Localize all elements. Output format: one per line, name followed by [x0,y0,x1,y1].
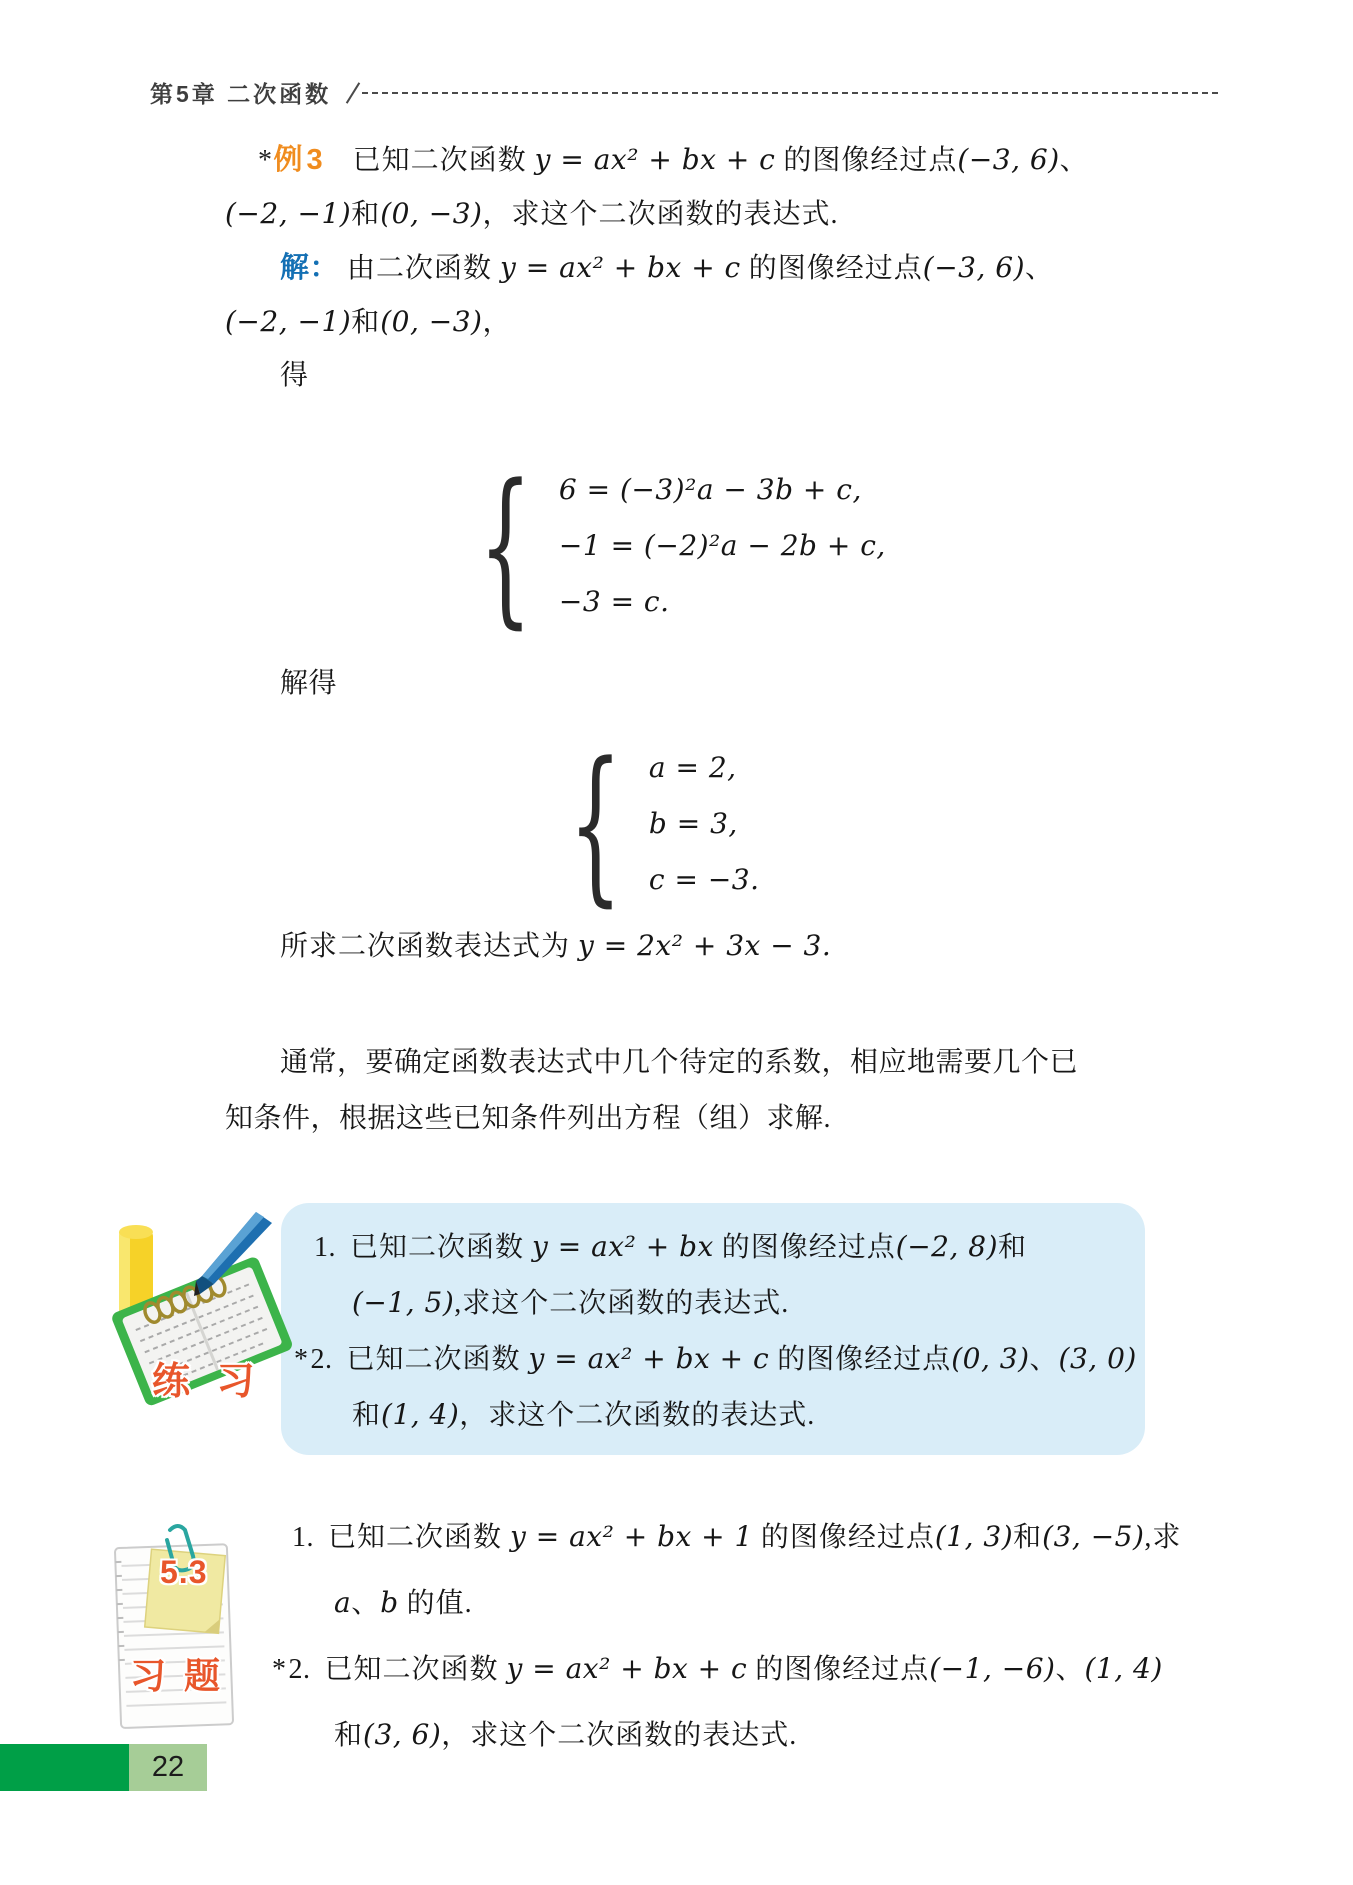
example-title-line [258,139,1089,182]
practice-notebook-icon [96,1208,292,1408]
equation-1-1: 6 = (−3)²a − 3b + c, [558,473,862,506]
practice-item-2-line1: 已知二次函数 y = ax² + bx + c 的图像经过点(0, 3)、(3, 0) [346,1342,1137,1375]
exercise-item-2-line1: 已知二次函数 y = ax² + bx + c 的图像经过点(−1, −6)、(1, 4) [324,1652,1163,1685]
exercise-item-1-number: 1. [292,1522,314,1553]
practice-item-2-number: 2. [310,1344,333,1375]
practice-item-2-line1-wrap [294,1338,1137,1381]
solution-line1: 由二次函数 y = ax² + bx + c 的图像经过点(−3, 6)、 [347,251,1055,284]
practice-item-2-star: * [294,1344,309,1375]
practice-item-2-line2: 和(1, 4)，求这个二次函数的表达式. [352,1398,816,1431]
note-paragraph-line1: 通常，要确定函数表达式中几个待定的系数，相应地需要几个已 [280,1047,1079,1078]
equation-2-2: b = 3, [648,807,738,840]
chapter-header: 第5章 二次函数 [150,81,332,107]
example-star: * [258,145,273,176]
exercise-notepad-icon [108,1516,248,1736]
solution-label: 解： [280,252,340,284]
note-paragraph-line2: 知条件，根据这些已知条件列出方程（组）求解. [225,1103,832,1134]
exercise-item-1-line1: 已知二次函数 y = ax² + bx + 1 的图像经过点(1, 3)和(3, −5),求 [328,1520,1182,1553]
header-slash-decoration [346,82,360,103]
exercise-item-1-line2: a、b 的值. [334,1586,473,1619]
equation-system-1-rows [559,462,886,630]
get-word: 得 [280,360,309,391]
practice-badge-label: 练 习 [152,1361,263,1403]
example-statement-line2: (−2, −1)和(0, −3)，求这个二次函数的表达式. [225,197,839,230]
left-brace: { [478,448,533,644]
exercise-item-2-number: 2. [288,1654,311,1685]
exercise-notepad-art [108,1516,248,1736]
equation-system-2 [542,726,760,922]
example-label: 例3 [273,144,327,176]
exercise-badge-label: 习 题 [130,1655,225,1696]
equation-2-1: a = 2, [648,751,737,784]
header-dashed-line [362,92,1218,94]
footer-page-number-box [129,1744,207,1791]
equation-system-1 [452,448,886,644]
practice-item-1-line2: (−1, 5),求这个二次函数的表达式. [352,1286,790,1319]
practice-item-1-line1: 已知二次函数 y = ax² + bx 的图像经过点(−2, 8)和 [350,1230,1028,1263]
footer-green-bar [0,1744,129,1791]
page-number: 22 [151,1751,185,1783]
exercise-item-2-star: * [272,1654,287,1685]
solve-word: 解得 [280,668,338,699]
solution-line2: (−2, −1)和(0, −3)， [225,305,512,338]
equation-1-3: −3 = c. [558,585,670,618]
left-brace: { [568,726,623,922]
practice-item-1-number: 1. [314,1232,336,1263]
equation-system-2-rows [649,740,760,908]
practice-item-1-line1-wrap [314,1226,1027,1269]
solution-line1-wrap [280,247,1054,290]
equation-2-3: c = −3. [648,863,760,896]
exercise-item-2-line2: 和(3, 6)，求这个二次函数的表达式. [334,1718,798,1751]
exercise-item-2-line1-wrap [272,1648,1163,1691]
exercise-item-1-line1-wrap [292,1516,1181,1559]
example-statement-line1: 已知二次函数 y = ax² + bx + c 的图像经过点(−3, 6)、 [352,143,1089,176]
conclusion-line: 所求二次函数表达式为 y = 2x² + 3x − 3. [280,929,832,962]
equation-1-2: −1 = (−2)²a − 2b + c, [558,529,886,562]
exercise-section-number: 5.3 [160,1554,208,1590]
